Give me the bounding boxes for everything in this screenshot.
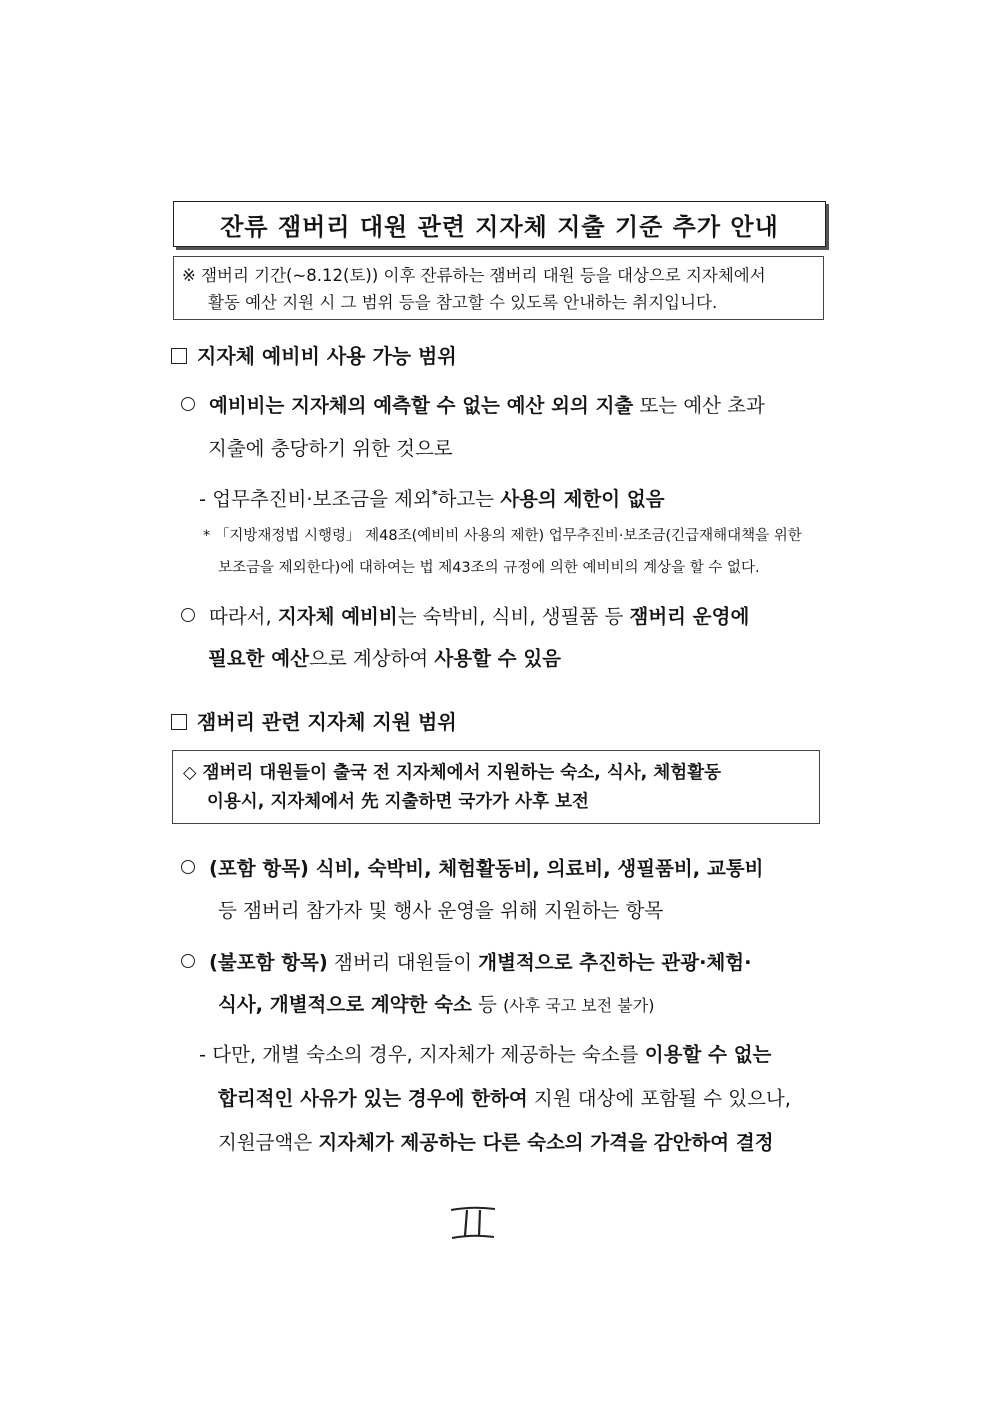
excluded-part-c: 개별적으로 추진하는 관광·체험· bbox=[478, 951, 752, 974]
section-1-item-2 bbox=[181, 596, 749, 638]
circle-bullet-icon bbox=[181, 397, 195, 411]
item-2-part-g: 사용할 수 있음 bbox=[434, 647, 562, 670]
dash-1-bold: 사용의 제한이 없음 bbox=[500, 487, 665, 511]
checkbox-square-icon bbox=[171, 348, 187, 364]
section-2-item-1 bbox=[181, 848, 763, 890]
footnote-line-2: 보조금을 제외한다)에 대하여는 법 제43조의 규정에 의한 예비비의 계상을 할 수 없다. bbox=[218, 560, 760, 576]
item-2-part-d: 잼버리 운영에 bbox=[629, 605, 750, 628]
excluded-part-e: 등 bbox=[471, 993, 504, 1016]
note-box bbox=[173, 256, 824, 320]
dash-1-text: - 업무추진비·보조금을 제외 bbox=[199, 487, 432, 511]
footnote-line-1: * 「지방재정법 시행령」 제48조(예비비 사용의 제한) 업무추진비·보조금(긴급재해대책을 위한 bbox=[203, 528, 802, 544]
excluded-part-d: 식사, 개별적으로 계약한 숙소 bbox=[218, 993, 472, 1016]
section-2-heading-text: 잼버리 관련 지자체 지원 범위 bbox=[197, 710, 457, 734]
item-2-part-e: 필요한 예산 bbox=[208, 647, 309, 670]
included-items-line-1: (포함 항목) 식비, 숙박비, 체험활동비, 의료비, 생필품비, 교통비 bbox=[209, 857, 764, 880]
note-line-1: ※ 잼버리 기간(~8.12(토)) 이후 잔류하는 잼버리 대원 등을 대상으로 지자체에서 bbox=[182, 266, 766, 285]
item-1-rest: 또는 예산 초과 bbox=[633, 394, 765, 417]
dash-1-text-2: 하고는 bbox=[437, 487, 501, 511]
item-2-part-f: 으로 계상하여 bbox=[308, 647, 435, 670]
section-1-item-2-line-2 bbox=[208, 638, 561, 680]
item-1-bold: 예비비는 지자체의 예측할 수 없는 예산 외의 지출 bbox=[209, 394, 634, 417]
dash-part-b: 이용할 수 없는 bbox=[644, 1043, 772, 1066]
excluded-part-b: 잼버리 대원들이 bbox=[327, 951, 479, 974]
section-2-dash-line-3 bbox=[218, 1122, 774, 1164]
dash-part-e: 지원금액은 bbox=[218, 1131, 319, 1154]
section-2-item-2 bbox=[181, 942, 752, 984]
excluded-part-f: (사후 국고 보전 불가) bbox=[503, 996, 655, 1015]
section-1-item-1 bbox=[181, 385, 765, 427]
excluded-label: (불포함 항목) bbox=[209, 951, 328, 974]
section-2-dash-line-1 bbox=[199, 1034, 771, 1076]
section-1-dash-1 bbox=[199, 474, 665, 521]
dash-part-c: 합리적인 사유가 있는 경우에 한하여 bbox=[218, 1087, 528, 1110]
section-2-item-2-line-2 bbox=[218, 984, 654, 1027]
note-line-2: 활동 예산 지원 시 그 범위 등을 참고할 수 있도록 안내하는 취지입니다. bbox=[208, 293, 718, 312]
item-2-part-b: 지자체 예비비 bbox=[277, 605, 398, 628]
page-mark-roman-two bbox=[448, 1205, 498, 1241]
circle-bullet-icon bbox=[181, 954, 195, 968]
section-1-heading bbox=[171, 340, 457, 369]
section-2-heading bbox=[171, 706, 457, 735]
footnote-marker: * bbox=[431, 488, 438, 501]
summary-line-1: ◇ 잼버리 대원들이 출국 전 지자체에서 지원하는 숙소, 식사, 체험활동 bbox=[183, 763, 722, 783]
section-2-dash-line-2 bbox=[218, 1078, 791, 1120]
section-1-item-1-line-2: 지출에 충당하기 위한 것으로 bbox=[208, 437, 453, 460]
section-1-heading-text: 지자체 예비비 사용 가능 범위 bbox=[197, 344, 457, 368]
summary-line-2: 이용시, 지자체에서 先 지출하면 국가가 사후 보전 bbox=[207, 792, 589, 812]
dash-part-a: - 다만, 개별 숙소의 경우, 지자체가 제공하는 숙소를 bbox=[199, 1043, 645, 1066]
item-2-part-c: 는 숙박비, 식비, 생필품 등 bbox=[397, 605, 630, 628]
dash-part-f: 지자체가 제공하는 다른 숙소의 가격을 감안하여 결정 bbox=[318, 1131, 774, 1154]
checkbox-square-icon bbox=[171, 714, 187, 730]
section-2-summary-box bbox=[172, 750, 820, 824]
circle-bullet-icon bbox=[181, 860, 195, 874]
dash-part-d: 지원 대상에 포함될 수 있으나, bbox=[527, 1087, 791, 1110]
section-2-item-1-line-2: 등 잼버리 참가자 및 행사 운영을 위해 지원하는 항목 bbox=[218, 899, 664, 922]
circle-bullet-icon bbox=[181, 608, 195, 622]
document-title: 잔류 잼버리 대원 관련 지자체 지출 기준 추가 안내 bbox=[173, 201, 826, 247]
item-2-part-a: 따라서, bbox=[209, 605, 278, 628]
